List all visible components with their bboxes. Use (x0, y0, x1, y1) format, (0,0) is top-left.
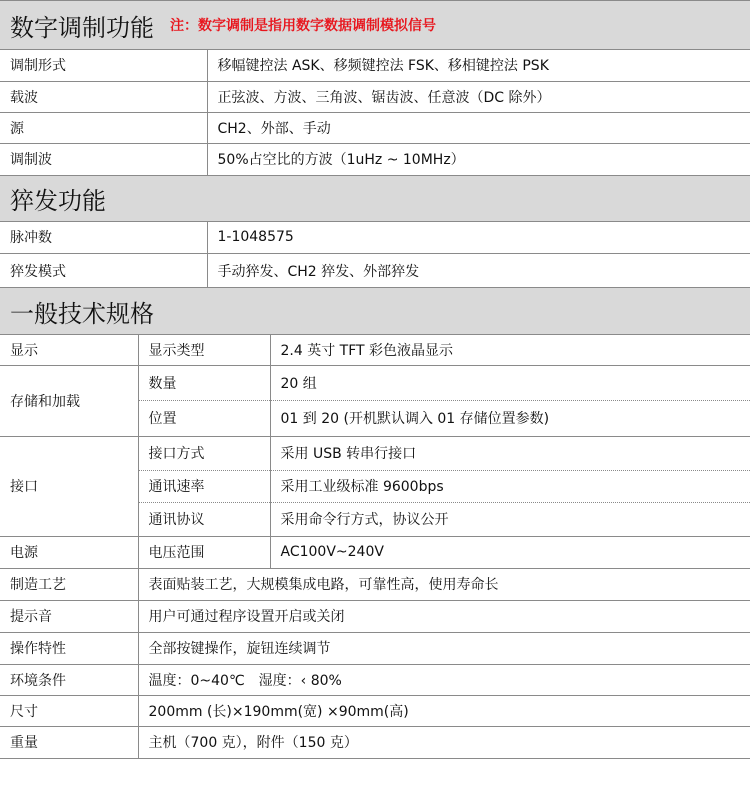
row-label: 载波 (0, 81, 207, 112)
modulation-section-note: 注：数字调制是指用数字数据调制模拟信号 (170, 18, 436, 34)
row-sublabel: 通讯速率 (138, 470, 270, 502)
row-value: 采用 USB 转串行接口 (270, 436, 750, 470)
burst-section-header (0, 176, 750, 222)
row-value: 主机（700 克），附件（150 克） (138, 726, 750, 758)
table-row (0, 222, 750, 254)
row-value: 50%占空比的方波（1uHz ~ 10MHz） (207, 143, 750, 175)
table-row (0, 600, 750, 632)
row-value: 温度：0~40℃ 湿度：‹ 80% (138, 664, 750, 695)
general-table (0, 335, 750, 759)
row-value: 01 到 20 (开机默认调入 01 存储位置参数) (270, 400, 750, 436)
modulation-section-title: 数字调制功能 (10, 13, 154, 42)
row-label: 操作特性 (0, 632, 138, 664)
general-section-title: 一般技术规格 (10, 299, 154, 328)
row-sublabel: 电压范围 (138, 536, 270, 568)
row-value: 200mm (长)×190mm(宽) ×90mm(高) (138, 695, 750, 726)
row-label: 显示 (0, 335, 138, 365)
row-value: 采用工业级标准 9600bps (270, 470, 750, 502)
burst-section-title: 猝发功能 (10, 186, 106, 215)
burst-table (0, 222, 750, 289)
row-value: CH2、外部、手动 (207, 112, 750, 143)
row-value: 表面贴装工艺，大规模集成电路，可靠性高，使用寿命长 (138, 568, 750, 600)
row-value: 20 组 (270, 365, 750, 400)
row-sublabel: 数量 (138, 365, 270, 400)
modulation-section-header (0, 0, 750, 50)
row-label: 接口 (0, 436, 138, 536)
table-row (0, 664, 750, 695)
table-row (0, 335, 750, 365)
row-sublabel: 接口方式 (138, 436, 270, 470)
table-row (0, 632, 750, 664)
table-row (0, 695, 750, 726)
table-row (0, 436, 750, 470)
row-sublabel: 显示类型 (138, 335, 270, 365)
row-label: 电源 (0, 536, 138, 568)
row-label: 重量 (0, 726, 138, 758)
row-label: 源 (0, 112, 207, 143)
table-row (0, 112, 750, 143)
table-row (0, 536, 750, 568)
row-label: 脉冲数 (0, 222, 207, 254)
row-value: 采用命令行方式，协议公开 (270, 502, 750, 536)
row-label: 尺寸 (0, 695, 138, 726)
row-value: 2.4 英寸 TFT 彩色液晶显示 (270, 335, 750, 365)
row-value: 1-1048575 (207, 222, 750, 254)
table-row (0, 568, 750, 600)
row-label: 存储和加载 (0, 365, 138, 436)
row-label: 调制波 (0, 143, 207, 175)
row-value: 全部按键操作，旋钮连续调节 (138, 632, 750, 664)
table-row (0, 726, 750, 758)
row-label: 制造工艺 (0, 568, 138, 600)
row-value: 手动猝发、CH2 猝发、外部猝发 (207, 254, 750, 288)
row-label: 调制形式 (0, 50, 207, 81)
row-value: 用户可通过程序设置开启或关闭 (138, 600, 750, 632)
table-row (0, 50, 750, 81)
table-row (0, 143, 750, 175)
table-row (0, 81, 750, 112)
row-label: 环境条件 (0, 664, 138, 695)
row-value: 移幅键控法 ASK、移频键控法 FSK、移相键控法 PSK (207, 50, 750, 81)
table-row (0, 254, 750, 288)
modulation-table (0, 50, 750, 176)
row-value: 正弦波、方波、三角波、锯齿波、任意波（DC 除外） (207, 81, 750, 112)
row-value: AC100V~240V (270, 536, 750, 568)
row-label: 猝发模式 (0, 254, 207, 288)
table-row (0, 365, 750, 400)
row-label: 提示音 (0, 600, 138, 632)
row-sublabel: 位置 (138, 400, 270, 436)
general-section-header (0, 288, 750, 335)
row-sublabel: 通讯协议 (138, 502, 270, 536)
